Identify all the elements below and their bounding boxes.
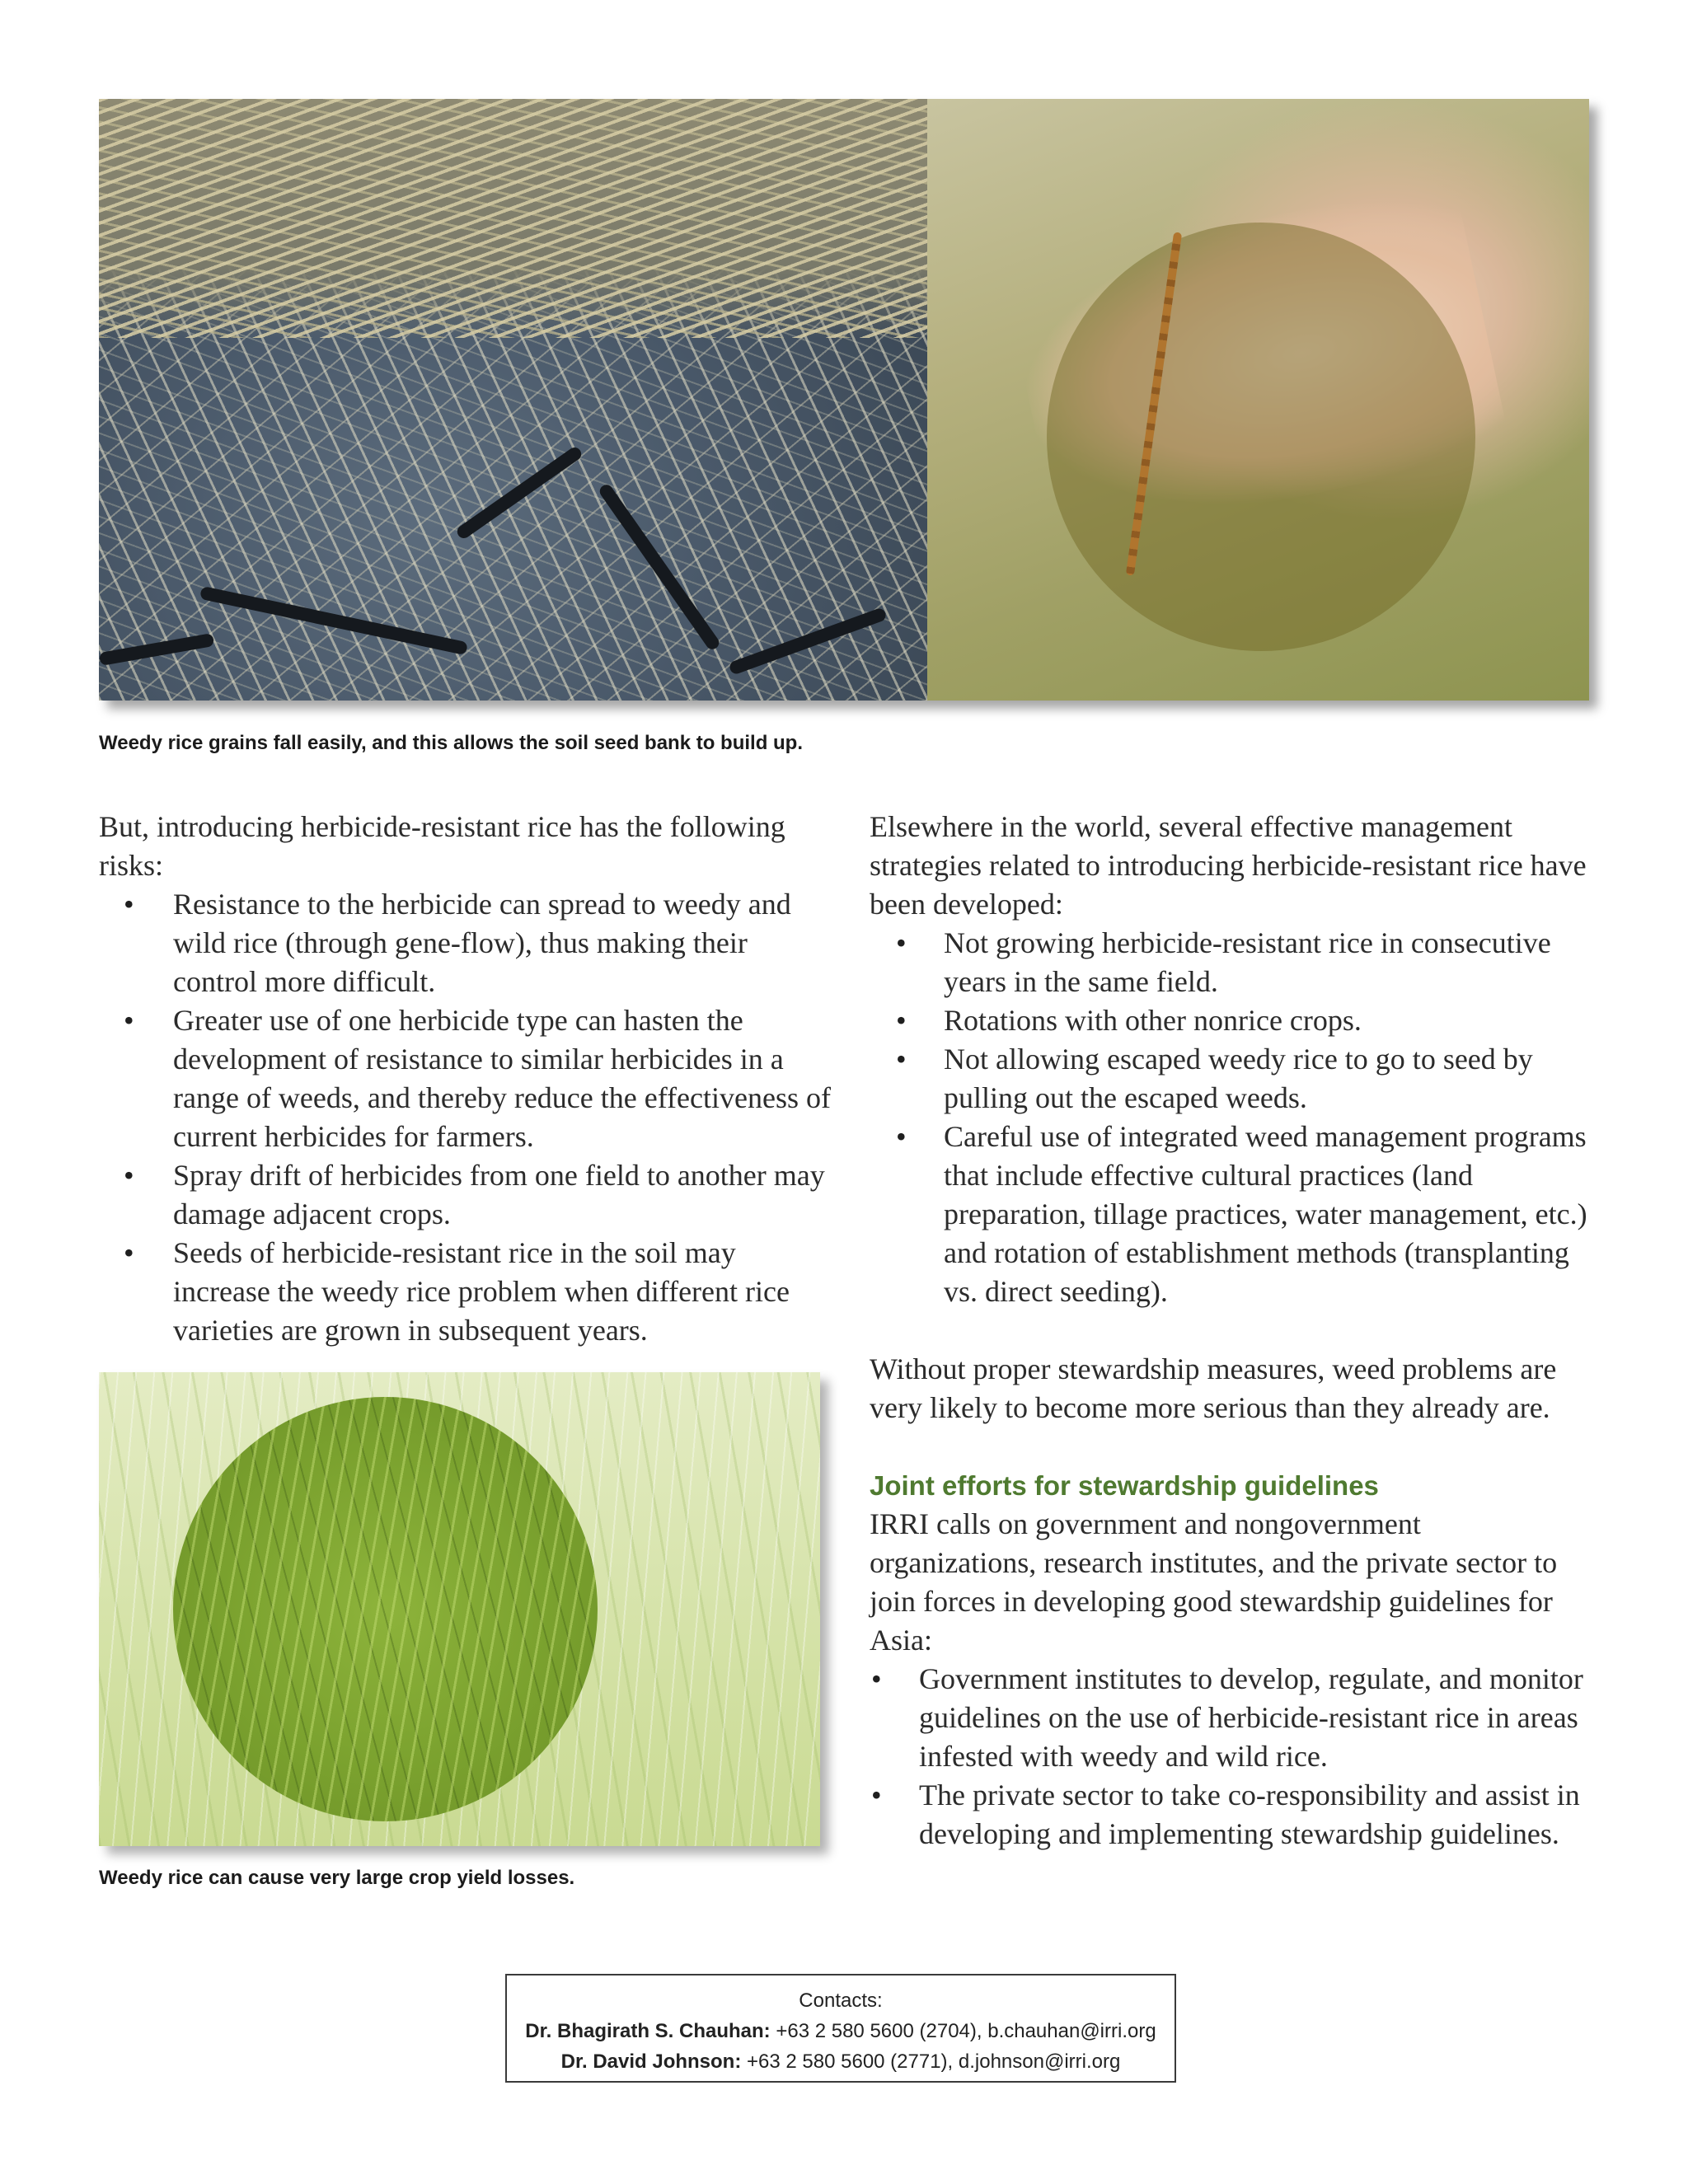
- risks-intro: But, introducing herbicide-resistant rice has the following risks:: [99, 810, 785, 882]
- contact-line: [507, 2046, 1175, 2077]
- list-item: • Greater use of one herbicide type can hasten the development of resistance to similar herbicides in a range of weeds, and thereby reduce the effectiveness of current herbicides for farmers.: [99, 1001, 832, 1156]
- section-heading: Joint efforts for stewardship guidelines: [870, 1470, 1379, 1501]
- soil-crack: [99, 633, 214, 666]
- top-photo-caption: Weedy rice grains fall easily, and this allows the soil seed bank to build up.: [99, 732, 804, 754]
- actions-list: [870, 1660, 1595, 1854]
- strategies-list: [870, 924, 1595, 1311]
- contacts-title: Contacts:: [799, 1990, 883, 2012]
- contact-line: [507, 2016, 1175, 2046]
- cracked-soil-photo: [99, 99, 927, 701]
- contact-details: +63 2 580 5600 (2704), b.chauhan@irri.org: [770, 2020, 1156, 2042]
- soil-crack: [455, 445, 584, 541]
- list-item: • Seeds of herbicide-resistant rice in the soil may increase the weedy rice problem when different rice varieties are grown in subsequent years.: [99, 1234, 832, 1350]
- soil-crack: [598, 482, 722, 652]
- contact-name: Dr. David Johnson:: [560, 2050, 742, 2073]
- list-item: • Not allowing escaped weedy rice to go to seed by pulling out the escaped weeds.: [870, 1040, 1595, 1118]
- list-item: • Careful use of integrated weed management programs that include effective cultural practices (land preparation, tillage practices, water management, etc.) and rotation of establishment methods (transplanting vs. direct seeding).: [870, 1118, 1595, 1311]
- strategies-intro: Elsewhere in the world, several effective management strategies related to introducing herbicide-resistant rice have been developed:: [870, 810, 1587, 921]
- top-photo-banner: [99, 99, 1589, 701]
- list-item: • Government institutes to develop, regulate, and monitor guidelines on the use of herbicide-resistant rice in areas infested with weedy and wild rice.: [870, 1660, 1595, 1776]
- irri-call: IRRI calls on government and nongovernment organizations, research institutes, and the private sector to join forces in developing good stewardship guidelines for Asia:: [870, 1507, 1558, 1657]
- left-column: [99, 808, 832, 1350]
- list-item: • Spray drift of herbicides from one field to another may damage adjacent crops.: [99, 1156, 832, 1234]
- stewardship-warning: Without proper stewardship measures, weed problems are very likely to become more serious than they already are.: [870, 1352, 1557, 1424]
- soil-crack: [728, 607, 887, 675]
- right-column: [870, 808, 1595, 1854]
- risks-list: [99, 885, 832, 1350]
- list-item: • The private sector to take co-responsibility and assist in developing and implementing stewardship guidelines.: [870, 1776, 1595, 1854]
- list-item: • Resistance to the herbicide can spread to weedy and wild rice (through gene-flow), thus making their control more difficult.: [99, 885, 832, 1001]
- contact-details: +63 2 580 5600 (2771), d.johnson@irri.org: [741, 2050, 1121, 2073]
- hand-holding-rice-photo: [927, 99, 1589, 701]
- contacts-box: [505, 1974, 1176, 2083]
- rice-straw: [99, 99, 927, 338]
- rice-field-photo: [99, 1372, 820, 1846]
- soil-crack: [199, 586, 468, 655]
- contact-name: Dr. Bhagirath S. Chauhan:: [525, 2020, 771, 2042]
- list-item: • Not growing herbicide-resistant rice in consecutive years in the same field.: [870, 924, 1595, 1001]
- highlight-circle: [1047, 223, 1475, 651]
- bottom-photo-caption: Weedy rice can cause very large crop yield losses.: [99, 1867, 575, 1889]
- list-item: • Rotations with other nonrice crops.: [870, 1001, 1595, 1040]
- highlight-circle: [173, 1397, 598, 1821]
